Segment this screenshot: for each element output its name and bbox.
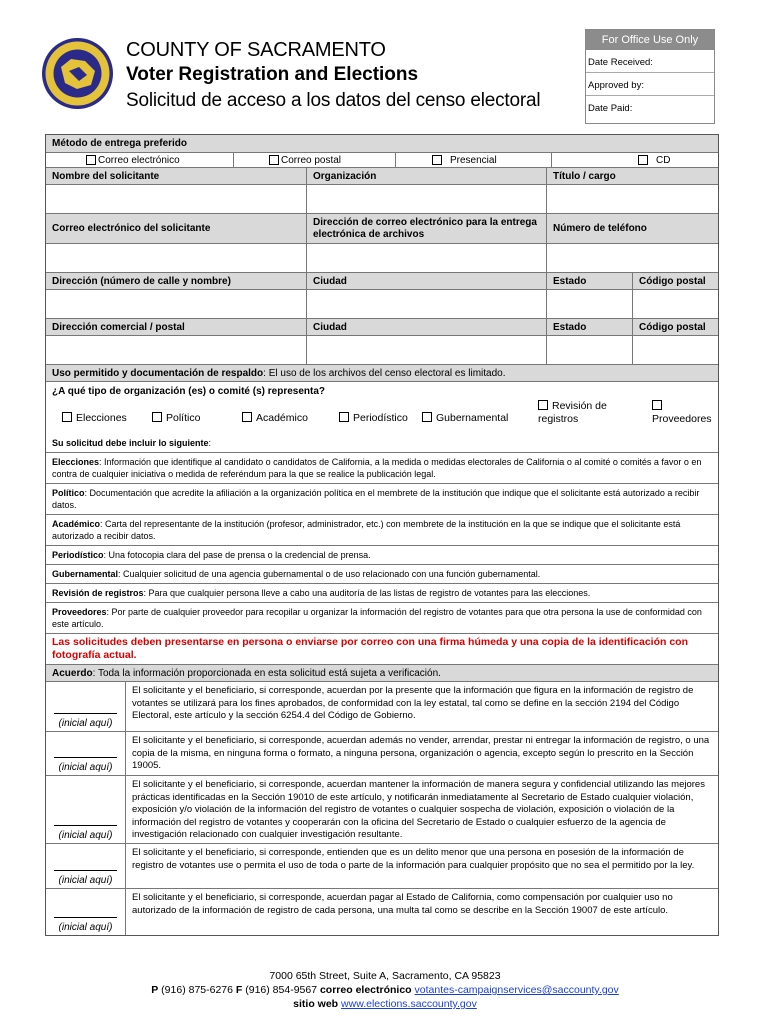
state-label: Estado [546, 273, 632, 289]
checkbox-icon[interactable] [538, 400, 548, 410]
business-zip-label: Código postal [632, 319, 718, 335]
req-journalistic: Periodístico: Una fotocopia clara del pase de prensa o la credencial de prensa. [52, 550, 371, 560]
req-elections: Elecciones: Información que identifique al candidato o candidatos de California, a la medida o medidas electorales de California o al comité o comités a favor o en contra de cualquier iniciativa o medida de referéndum para la que se realice la publicación legal. [52, 457, 702, 479]
approved-by-field[interactable]: Approved by: [586, 73, 714, 96]
address-input[interactable] [46, 290, 306, 318]
req-academic: Académico: Carta del representante de la institución (profesor, administrador, etc.) con membrete de la institución en la que se indique que el solicitante está autorizado a recibir datos. [52, 519, 681, 541]
checkbox-icon[interactable] [152, 412, 162, 422]
checkbox-icon[interactable] [638, 155, 648, 165]
title-input[interactable] [546, 185, 718, 213]
organization-input[interactable] [306, 185, 546, 213]
phone-input[interactable] [546, 244, 718, 272]
delivery-mail-option[interactable]: Correo postal [233, 153, 395, 167]
date-received-field[interactable]: Date Received: [586, 50, 714, 73]
county-name: COUNTY OF SACRAMENTO [126, 39, 386, 61]
footer-web: sitio web www.elections.saccounty.gov [293, 998, 477, 1010]
org-type-journalistic[interactable]: Periodístico [339, 412, 408, 424]
checkbox-icon[interactable] [242, 412, 252, 422]
organization-label: Organización [306, 168, 546, 184]
zip-input[interactable] [632, 290, 718, 318]
city-input[interactable] [306, 290, 546, 318]
footer-web-link[interactable]: www.elections.saccounty.gov [341, 998, 477, 1010]
initial-here-field[interactable]: (inicial aquí) [46, 889, 126, 935]
must-include-line: Su solicitud debe incluir lo siguiente: [52, 438, 212, 448]
initial-here-field[interactable]: (inicial aquí) [46, 732, 126, 775]
agreement-clause: (inicial aquí) El solicitante y el beneficiario, si corresponde, acuerdan además no vender, arrendar, prestar ni entregar la información de registro, o una copia de la misma, en ninguna forma o formato, a ninguna persona, organización o agencia, excepto según lo prescrito en la Sección 19005. [46, 731, 718, 775]
checkbox-icon[interactable] [86, 155, 96, 165]
delivery-email-label: Dirección de correo electrónico para la entrega electrónica de archivos [306, 214, 546, 243]
applicant-name-label: Nombre del solicitante [52, 170, 160, 182]
org-type-academic[interactable]: Académico [242, 412, 308, 424]
footer-address: 7000 65th Street, Suite A, Sacramento, CA 95823 [269, 970, 501, 982]
business-state-label: Estado [546, 319, 632, 335]
initial-here-field[interactable]: (inicial aquí) [46, 776, 126, 843]
org-type-records-review[interactable]: Revisión de registros [538, 400, 607, 425]
agreement-clause: (inicial aquí) El solicitante y el beneficiario, si corresponde, acuerdan pagar al Estado de California, como compensación por cualquier uso no autorizado de la información de registro de cada persona, una multa tal como se describe en la Sección 19007 de este artículo. [46, 888, 718, 935]
application-form [45, 134, 719, 936]
department-name: Voter Registration and Elections [126, 64, 419, 85]
agreement-clause: (inicial aquí) El solicitante y el beneficiario, si corresponde, acuerdan mantener la información de manera segura y confidencial utilizando las mejores prácticas identificadas en la Sección 19010 de este artículo, y notificarán inmediatamente al Secretario de Estado cualquier violación, exposición y/o violación de la información del registro de votantes o cualquier sospecha de violación, exposición o violación de la información del registro de votantes y cooperarán con la oficina del Secretario de Estado o cualquier esfuerzo de la agencia de investigación relacionado con cualquier investigación resultante. [46, 775, 718, 843]
date-paid-field[interactable]: Date Paid: [588, 103, 633, 114]
delivery-inperson-option[interactable]: Presencial [395, 153, 551, 167]
req-political: Político: Documentación que acredite la afiliación a la organización política en el membrete de la institución que indique que el solicitante está autorizado a recibir datos. [52, 488, 700, 510]
applicant-email-input[interactable] [46, 244, 306, 272]
org-type-question: ¿A qué tipo de organización (es) o comité (s) representa? [52, 386, 326, 397]
req-governmental: Gubernamental: Cualquier solicitud de una agencia gubernamental o de uso relacionado con una función gubernamental. [52, 569, 541, 579]
business-city-input[interactable] [306, 336, 546, 364]
applicant-name-input[interactable] [46, 185, 306, 213]
initial-here-field[interactable]: (inicial aquí) [46, 844, 126, 888]
footer [0, 969, 770, 1011]
zip-label: Código postal [632, 273, 718, 289]
header [126, 38, 540, 114]
delivery-cd-option[interactable]: CD [551, 153, 718, 167]
agreement-clause: (inicial aquí) El solicitante y el beneficiario, si corresponde, acuerdan por la presente que la información que figura en la información de registro de votantes se utilizará para los fines aprobados, de conformidad con la ley estatal, tal como se define en la sección 2194 del Código Electoral, este artículo y la sección 6254.4 del Código de Gobierno. [46, 681, 718, 731]
phone-label: Número de teléfono [546, 214, 718, 243]
permitted-use-header: Uso permitido y documentación de respaldo : El uso de los archivos del censo electoral es limitado. [52, 367, 506, 379]
state-input[interactable] [546, 290, 632, 318]
delivery-email-input[interactable] [306, 244, 546, 272]
office-use-title: For Office Use Only [586, 30, 714, 50]
checkbox-icon[interactable] [339, 412, 349, 422]
county-seal-logo [41, 37, 114, 110]
business-zip-input[interactable] [632, 336, 718, 364]
form-title: Solicitud de acceso a los datos del censo electoral [126, 90, 541, 111]
checkbox-icon[interactable] [432, 155, 442, 165]
req-records-review: Revisión de registros: Para que cualquier persona lleve a cabo una auditoría de las listas de registro de votantes para las elecciones. [52, 588, 591, 598]
office-use-box [585, 29, 715, 124]
delivery-email-option[interactable]: Correo electrónico [46, 153, 233, 167]
initial-here-field[interactable]: (inicial aquí) [46, 682, 126, 731]
business-state-input[interactable] [546, 336, 632, 364]
applicant-email-label: Correo electrónico del solicitante [52, 223, 211, 234]
footer-email-link[interactable]: votantes-campaignservices@saccounty.gov [414, 984, 619, 996]
footer-contact: P (916) 875-6276 F (916) 854-9567 correo electrónico votantes-campaignservices@saccounty.gov [151, 984, 619, 996]
business-address-input[interactable] [46, 336, 306, 364]
address-label: Dirección (número de calle y nombre) [52, 275, 231, 287]
org-type-political[interactable]: Político [152, 412, 200, 424]
city-label: Ciudad [306, 273, 546, 289]
org-type-options [52, 400, 712, 436]
agreement-clause: (inicial aquí) El solicitante y el beneficiario, si corresponde, entienden que es un delito menor que una persona en posesión de la información de registro de votantes use o permita el uso de toda o parte de la información para cualquier propósito que no sea el permitido por la ley. [46, 843, 718, 888]
org-type-elections[interactable]: Elecciones [62, 412, 127, 424]
agreement-header: Acuerdo : Toda la información proporcionada en esta solicitud está sujeta a verificación. [52, 667, 441, 679]
org-type-vendors[interactable]: Proveedores [652, 400, 712, 426]
checkbox-icon[interactable] [652, 400, 662, 410]
business-city-label: Ciudad [306, 319, 546, 335]
title-label: Título / cargo [546, 168, 718, 184]
submission-notice: Las solicitudes deben presentarse en persona o enviarse por correo con una firma húmeda y una copia de la identificación con fotografía actual. [52, 636, 689, 661]
org-type-governmental[interactable]: Gubernamental [422, 412, 508, 424]
business-address-label: Dirección comercial / postal [52, 321, 185, 333]
checkbox-icon[interactable] [269, 155, 279, 165]
checkbox-icon[interactable] [422, 412, 432, 422]
req-vendors: Proveedores: Por parte de cualquier proveedor para recopilar u organizar la información del registro de votantes para que otra persona la use de conformidad con este artículo. [52, 607, 702, 629]
delivery-method-label: Método de entrega preferido [52, 138, 188, 149]
checkbox-icon[interactable] [62, 412, 72, 422]
